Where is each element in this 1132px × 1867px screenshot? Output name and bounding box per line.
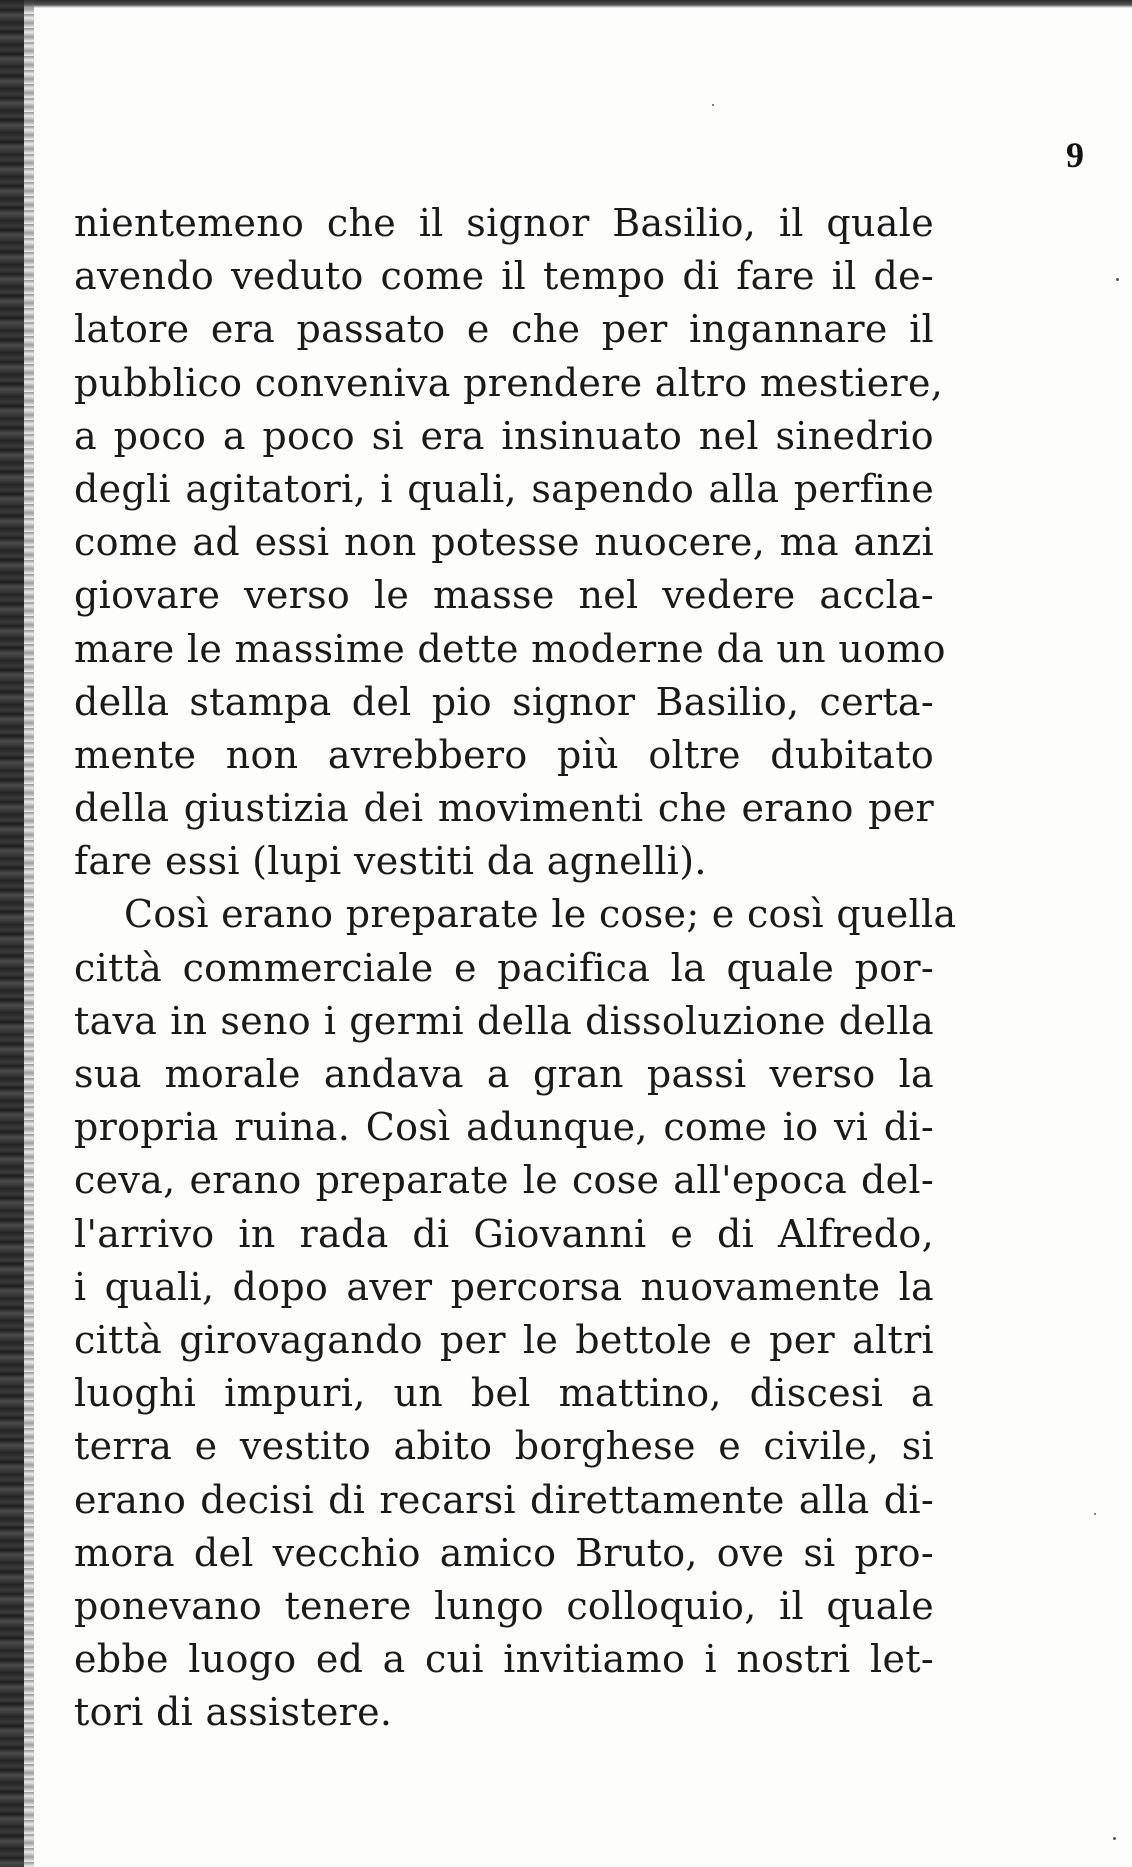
- text-line: città girovagando per le bettole e per altri: [74, 1317, 934, 1362]
- text-line: della giustizia dei movimenti che erano per: [74, 786, 934, 831]
- paper-speck: [712, 104, 714, 106]
- binding-edge: [0, 0, 24, 1867]
- text-line: terra e vestito abito borghese e civile, si: [74, 1424, 934, 1469]
- text-line: tava in seno i germi della dissoluzione della: [74, 998, 934, 1043]
- paper-speck: [1113, 1837, 1116, 1840]
- text-line: tori di assistere.: [74, 1690, 393, 1735]
- text-line: degli agitatori, i quali, sapendo alla perfine: [74, 466, 934, 511]
- text-line: giovare verso le masse nel vedere accla-: [74, 573, 934, 618]
- body-text: [74, 197, 957, 1739]
- text-line: come ad essi non potesse nuocere, ma anzi: [74, 520, 934, 565]
- text-line: ebbe luogo ed a cui invitiamo i nostri let-: [74, 1637, 934, 1682]
- paper-speck: [1094, 1513, 1096, 1515]
- text-line: Così erano preparate le cose; e così quella: [124, 892, 957, 937]
- text-line: i quali, dopo aver percorsa nuovamente la: [74, 1264, 934, 1309]
- text-line: latore era passato e che per ingannare il: [74, 307, 934, 352]
- text-line: ponevano tenere lungo colloquio, il quale: [74, 1583, 934, 1628]
- text-line: ceva, erano preparate le cose all'epoca del-: [74, 1158, 934, 1203]
- text-line: luoghi impuri, un bel mattino, discesi a: [74, 1371, 934, 1416]
- paper-speck: [1116, 278, 1119, 281]
- text-line: a poco a poco si era insinuato nel sinedrio: [74, 413, 934, 458]
- page-number: 9: [1066, 135, 1084, 175]
- text-line: erano decisi di recarsi direttamente alla di-: [74, 1477, 934, 1522]
- text-line: pubblico conveniva prendere altro mestiere,: [74, 360, 944, 405]
- text-line: mare le massime dette moderne da un uomo: [74, 626, 946, 671]
- text-line: avendo veduto come il tempo di fare il de-: [74, 254, 934, 299]
- text-line: sua morale andava a gran passi verso la: [74, 1052, 934, 1096]
- text-line: propria ruina. Così adunque, come io vi di-: [74, 1105, 934, 1150]
- text-line: città commerciale e pacifica la quale por-: [74, 945, 934, 990]
- top-edge-rule: [0, 0, 1132, 8]
- text-line: mente non avrebbero più oltre dubitato: [74, 732, 934, 777]
- text-line: l'arrivo in rada di Giovanni e di Alfredo,: [74, 1211, 934, 1256]
- text-line: mora del vecchio amico Bruto, ove si pro-: [74, 1530, 934, 1575]
- text-line: nientemeno che il signor Basilio, il quale: [74, 201, 934, 245]
- text-line: della stampa del pio signor Basilio, certa-: [74, 679, 934, 724]
- text-line: fare essi (lupi vestiti da agnelli).: [74, 839, 707, 884]
